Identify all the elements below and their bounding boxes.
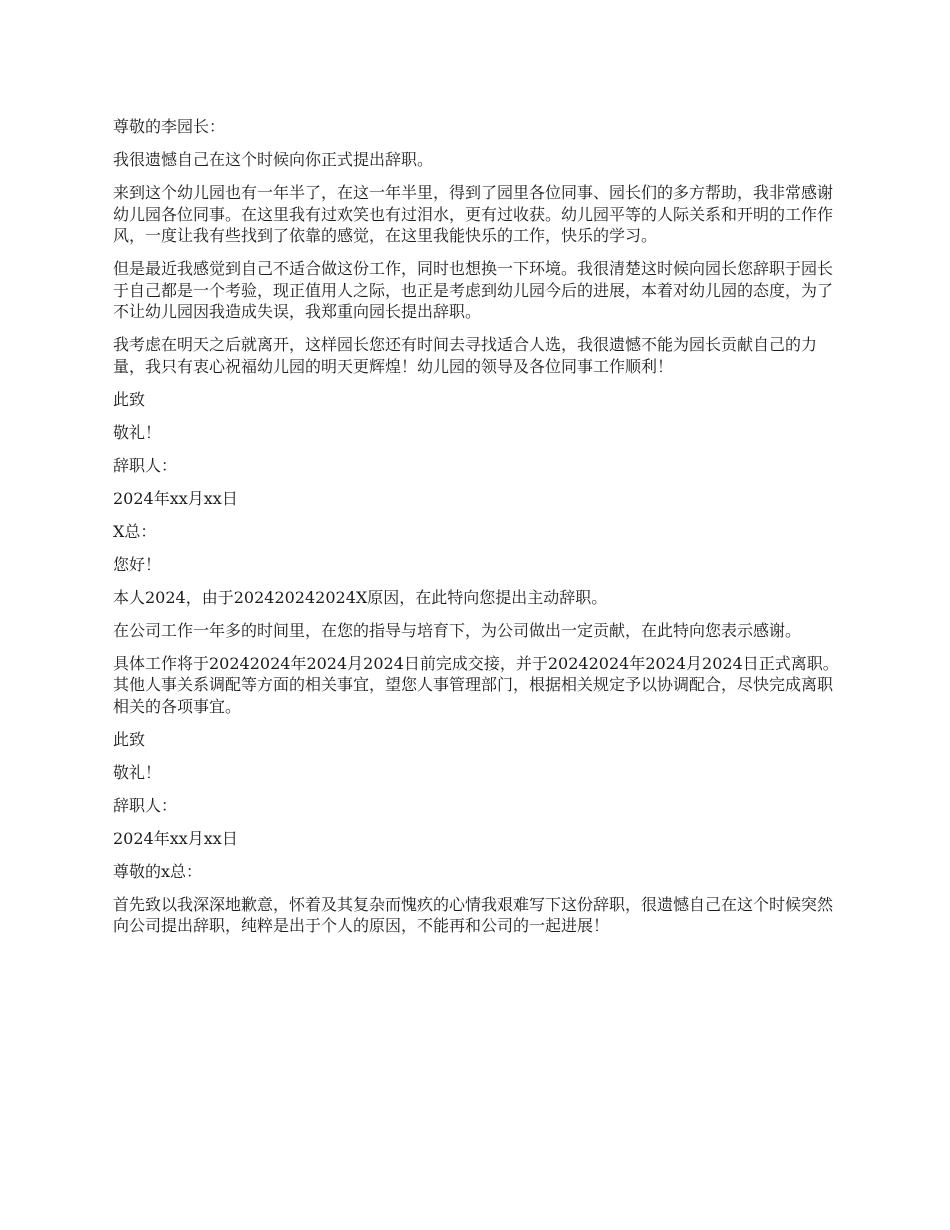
signature-line: 辞职人： bbox=[113, 455, 178, 475]
body-paragraph: 我很遗憾自己在这个时候向你正式提出辞职。 bbox=[113, 150, 434, 169]
salutation-manager: 尊敬的x总： bbox=[113, 861, 203, 881]
date-line: 2024年xx月xx日 bbox=[113, 488, 238, 508]
closing-line: 此致 bbox=[113, 729, 146, 749]
date-line: 2024年xx月xx日 bbox=[113, 828, 238, 848]
signature-line: 辞职人： bbox=[113, 795, 178, 815]
salutation-manager: X总： bbox=[113, 521, 157, 541]
body-paragraph: 来到这个幼儿园也有一年半了，在这一年半里，得到了园里各位同事、园长们的多方帮助，我非常感谢幼儿园各位同事。在这里我有过欢笑也有过泪水，更有过收获。幼儿园平等的人际关系和开明的工作作风，一度让我有些找到了依靠的感觉，在这里我能快乐的工作，快乐的学习。 bbox=[113, 183, 834, 245]
body-paragraph: 具体工作将于20242024年2024月2024日前完成交接，并于20242024年2024月2024日正式离职。其他人事关系调配等方面的相关事宜，望您人事管理部门，根据相关规定予以协调配合，尽快完成离职相关的各项事宜。 bbox=[113, 653, 839, 716]
body-paragraph: 我考虑在明天之后就离开，这样园长您还有时间去寻找适合人选，我很遗憾不能为园长贡献自己的力量，我只有衷心祝福幼儿园的明天更辉煌！幼儿园的领导及各位同事工作顺利！ bbox=[113, 335, 818, 376]
closing-line: 敬礼！ bbox=[113, 762, 162, 782]
greeting-line: 您好！ bbox=[113, 554, 162, 574]
body-paragraph: 但是最近我感觉到自己不适合做这份工作，同时也想换一下环境。我很清楚这时候向园长您辞职于园长于自己都是一个考验，现正值用人之际，也正是考虑到幼儿园今后的进展，本着对幼儿园的态度，为了不让幼儿园因我造成失误，我郑重向园长提出辞职。 bbox=[113, 259, 834, 321]
body-paragraph: 在公司工作一年多的时间里，在您的指导与培育下，为公司做出一定贡献，在此特向您表示感谢。 bbox=[113, 620, 802, 640]
salutation-principal: 尊敬的李园长： bbox=[113, 117, 226, 136]
body-paragraph: 本人2024，由于202420242024X原因，在此特向您提出主动辞职。 bbox=[113, 587, 608, 607]
closing-line: 敬礼！ bbox=[113, 422, 162, 442]
document-page bbox=[113, 116, 841, 948]
body-paragraph: 首先致以我深深地歉意，怀着及其复杂而愧疚的心情我艰难写下这份辞职，很遗憾自己在这个时候突然向公司提出辞职，纯粹是出于个人的原因，不能再和公司的一起进展！ bbox=[113, 894, 834, 935]
closing-line: 此致 bbox=[113, 389, 146, 409]
